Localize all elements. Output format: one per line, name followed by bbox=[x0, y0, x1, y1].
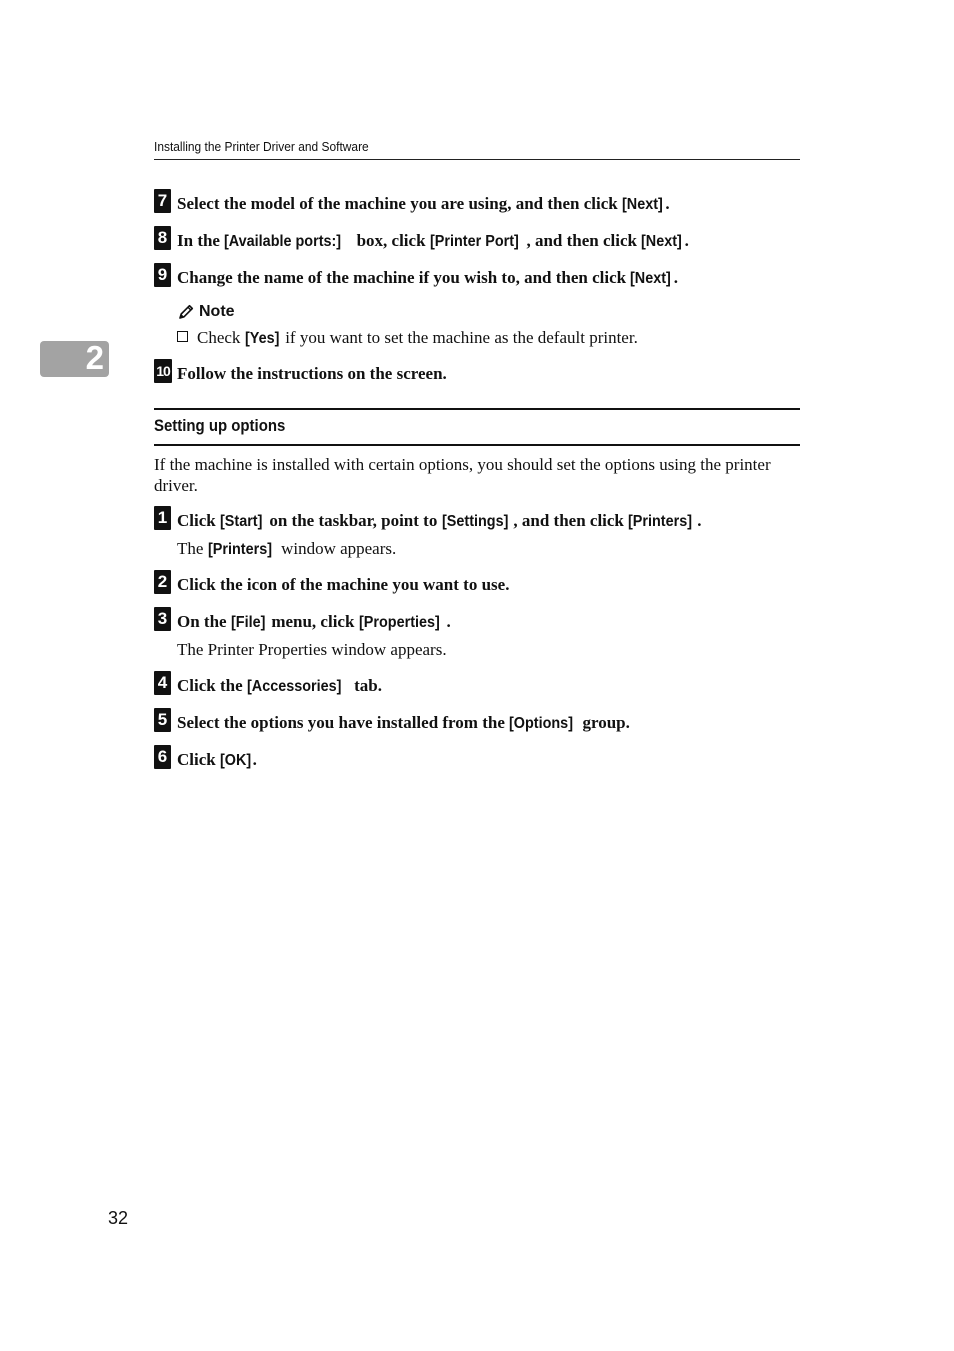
ui-label: [File] bbox=[230, 614, 266, 631]
pencil-icon bbox=[177, 303, 195, 321]
step-number-badge: 4 bbox=[154, 671, 171, 695]
option-step-3-text: On the [File] menu, click [Properties] . bbox=[177, 612, 451, 631]
step-number-badge: 9 bbox=[154, 263, 171, 287]
ui-label: [Yes] bbox=[244, 330, 280, 347]
running-header: Installing the Printer Driver and Software bbox=[154, 139, 369, 154]
option-step-2-text: Click the icon of the machine you want to use. bbox=[177, 575, 510, 594]
section-intro: If the machine is installed with certain options, you should set the options using the printer driver. bbox=[154, 455, 771, 495]
step-number-badge: 10 bbox=[154, 359, 172, 383]
step-number-badge: 1 bbox=[154, 506, 171, 530]
ui-label: [Printers] bbox=[628, 513, 693, 530]
step-number-badge: 7 bbox=[154, 189, 171, 213]
page-number: 32 bbox=[108, 1208, 129, 1228]
step-8-text: In the [Available ports:] box, click [Printer Port] , and then click [Next] . bbox=[177, 231, 689, 250]
option-step-4-text: Click the [Accessories] tab. bbox=[177, 676, 382, 695]
chapter-tab bbox=[40, 341, 109, 377]
step-9-text: Change the name of the machine if you wish to, and then click [Next] . bbox=[177, 268, 678, 287]
step-number-badge: 3 bbox=[154, 607, 171, 631]
ui-label: [Next] bbox=[621, 196, 663, 213]
header-rule bbox=[154, 159, 800, 160]
ui-label: [Next] bbox=[630, 270, 672, 287]
ui-label: [Settings] bbox=[441, 513, 508, 530]
step-number-badge: 6 bbox=[154, 745, 171, 769]
checkbox-bullet-icon bbox=[177, 331, 188, 342]
ui-label: [Properties] bbox=[358, 614, 440, 631]
step-number-badge: 8 bbox=[154, 226, 171, 250]
option-step-1-text: Click [Start] on the taskbar, point to [Settings] , and then click [Printers] . bbox=[177, 511, 702, 530]
ui-label: [Next] bbox=[641, 233, 683, 250]
option-step-5-text: Select the options you have installed from the [Options] group. bbox=[177, 713, 630, 732]
step-7-text: Select the model of the machine you are using, and then click [Next] . bbox=[177, 194, 670, 213]
step-number-badge: 5 bbox=[154, 708, 171, 732]
ui-label: [OK] bbox=[219, 752, 252, 769]
ui-label: [Start] bbox=[219, 513, 263, 530]
ui-label: [Printers] bbox=[207, 541, 272, 558]
chapter-number: 2 bbox=[85, 339, 104, 376]
step-10-text: Follow the instructions on the screen. bbox=[177, 364, 447, 383]
step-number-badge: 2 bbox=[154, 570, 171, 594]
ui-label: [Available ports:] bbox=[224, 233, 342, 250]
section-title: Setting up options bbox=[154, 416, 286, 435]
note-item: Check [Yes] if you want to set the machine as the default printer. bbox=[177, 328, 638, 348]
section-rule-top bbox=[154, 408, 800, 410]
ui-label: [Printer Port] bbox=[429, 233, 519, 250]
ui-label: [Accessories] bbox=[246, 678, 342, 695]
option-step-6-text: Click [OK]. bbox=[177, 750, 257, 769]
ui-label: [Options] bbox=[509, 715, 574, 732]
step-result-text: The Printer Properties window appears. bbox=[177, 640, 447, 659]
section-rule-bottom bbox=[154, 444, 800, 446]
step-result-text: The [Printers] window appears. bbox=[177, 539, 397, 558]
note-heading: Note bbox=[177, 303, 235, 321]
